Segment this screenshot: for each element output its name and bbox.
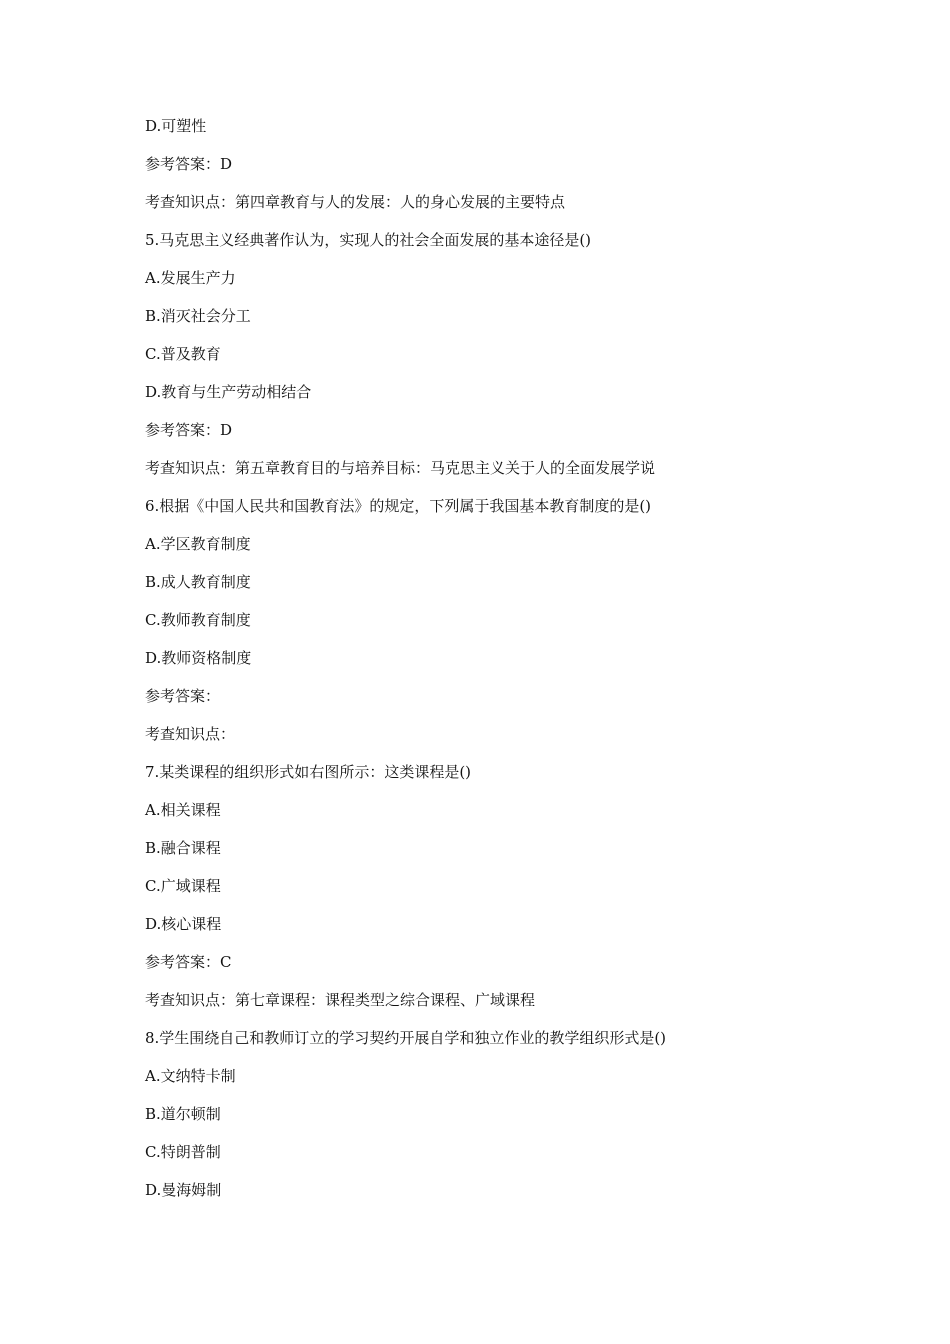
option-line: D.曼海姆制 xyxy=(145,1181,222,1199)
question-line: 7.某类课程的组织形式如右图所示：这类课程是() xyxy=(145,763,472,781)
knowledge-point-line: 考查知识点：第四章教育与人的发展：人的身心发展的主要特点 xyxy=(145,193,566,211)
question-line: 5.马克思主义经典著作认为，实现人的社会全面发展的基本途径是() xyxy=(145,231,592,249)
option-line: B.融合课程 xyxy=(145,839,221,857)
option-line: B.成人教育制度 xyxy=(145,573,251,591)
answer-line: 参考答案：D xyxy=(145,155,233,173)
question-line: 8.学生围绕自己和教师订立的学习契约开展自学和独立作业的教学组织形式是() xyxy=(145,1029,667,1047)
option-line: D.教师资格制度 xyxy=(145,649,252,667)
document-content xyxy=(145,114,865,1216)
option-line: A.文纳特卡制 xyxy=(145,1067,236,1085)
option-line: C.教师教育制度 xyxy=(145,611,251,629)
knowledge-point-line: 考查知识点：第五章教育目的与培养目标：马克思主义关于人的全面发展学说 xyxy=(145,459,656,477)
option-line: C.特朗普制 xyxy=(145,1143,221,1161)
question-line: 6.根据《中国人民共和国教育法》的规定，下列属于我国基本教育制度的是() xyxy=(145,497,652,515)
answer-line: 参考答案： xyxy=(145,687,221,705)
option-line: C.普及教育 xyxy=(145,345,221,363)
option-line: A.相关课程 xyxy=(145,801,221,819)
option-line: A.发展生产力 xyxy=(145,269,236,287)
option-line: C.广域课程 xyxy=(145,877,221,895)
option-line: B.消灭社会分工 xyxy=(145,307,251,325)
answer-line: 参考答案：D xyxy=(145,421,233,439)
option-line: D.核心课程 xyxy=(145,915,222,933)
answer-line: 参考答案：C xyxy=(145,953,232,971)
option-line: B.道尔顿制 xyxy=(145,1105,221,1123)
option-line: A.学区教育制度 xyxy=(145,535,251,553)
option-line: D.可塑性 xyxy=(145,117,207,135)
knowledge-point-line: 考查知识点：第七章课程：课程类型之综合课程、广域课程 xyxy=(145,991,536,1009)
knowledge-point-line: 考查知识点： xyxy=(145,725,236,743)
option-line: D.教育与生产劳动相结合 xyxy=(145,383,312,401)
